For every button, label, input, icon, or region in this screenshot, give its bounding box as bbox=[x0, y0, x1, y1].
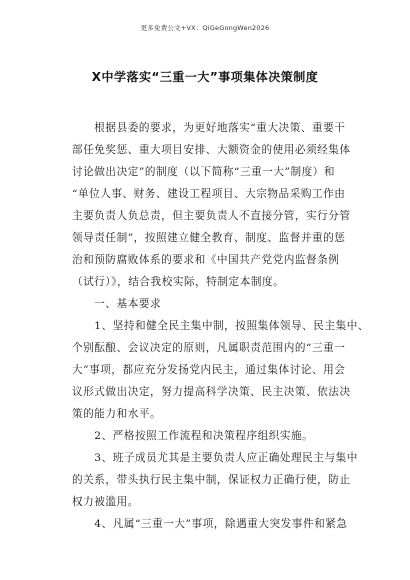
document-title: X中学落实“三重一大”事项集体决策制度 bbox=[91, 70, 319, 84]
body-line: “单位人事、财务、建设工程项目、大宗物品采购工作由 bbox=[72, 188, 346, 200]
body-line: 大”事项，都应充分发扬党内民主，通过集体讨论、用会 bbox=[72, 364, 346, 376]
body-line: 治和预防腐败体系的要求和《中国共产党党内监督条例 bbox=[72, 254, 340, 266]
document-body bbox=[72, 117, 370, 535]
header-note: 更多免费公文+VX：QiGeGongWen2026 bbox=[140, 24, 270, 32]
body-line: 权力被滥用。 bbox=[72, 496, 139, 508]
body-line: 4、凡属“三重一大”事项，除遇重大突发事件和紧急 bbox=[72, 518, 348, 530]
section-heading: 一、基本要求 bbox=[72, 298, 162, 310]
body-line: 讨论做出决定”的制度（以下简称“三重一大”制度）和 bbox=[72, 166, 336, 178]
body-line: 3、班子成员尤其是主要负责人应正确处理民主与集中 bbox=[72, 452, 358, 464]
body-line: （试行）》，结合我校实际，特制定本制度。 bbox=[72, 276, 285, 288]
body-line: 领导责任制”，按照建立健全教育、制度、监督并重的惩 bbox=[72, 232, 346, 244]
body-line: 主要负责人负总责，但主要负责人不直接分管，实行分管 bbox=[72, 210, 351, 222]
body-line: 个别酝酿、会议决定的原则，凡属职责范围内的“三重一 bbox=[72, 342, 346, 354]
body-line: 根据县委的要求，为更好地落实“重大决策、重要干 bbox=[72, 122, 346, 134]
body-line: 2、严格按照工作流程和决策程序组织实施。 bbox=[72, 430, 314, 442]
body-line: 1、坚持和健全民主集中制，按照集体领导、民主集中、 bbox=[72, 320, 370, 332]
body-line: 部任免奖惩、重大项目安排、大额资金的使用必须经集体 bbox=[72, 144, 351, 156]
body-line: 策的能力和水平。 bbox=[72, 408, 162, 420]
body-line: 的关系，带头执行民主集中制，保证权力正确行使，防止 bbox=[72, 474, 351, 486]
body-line: 议形式做出决定，努力提高科学决策、民主决策、依法决 bbox=[72, 386, 351, 398]
